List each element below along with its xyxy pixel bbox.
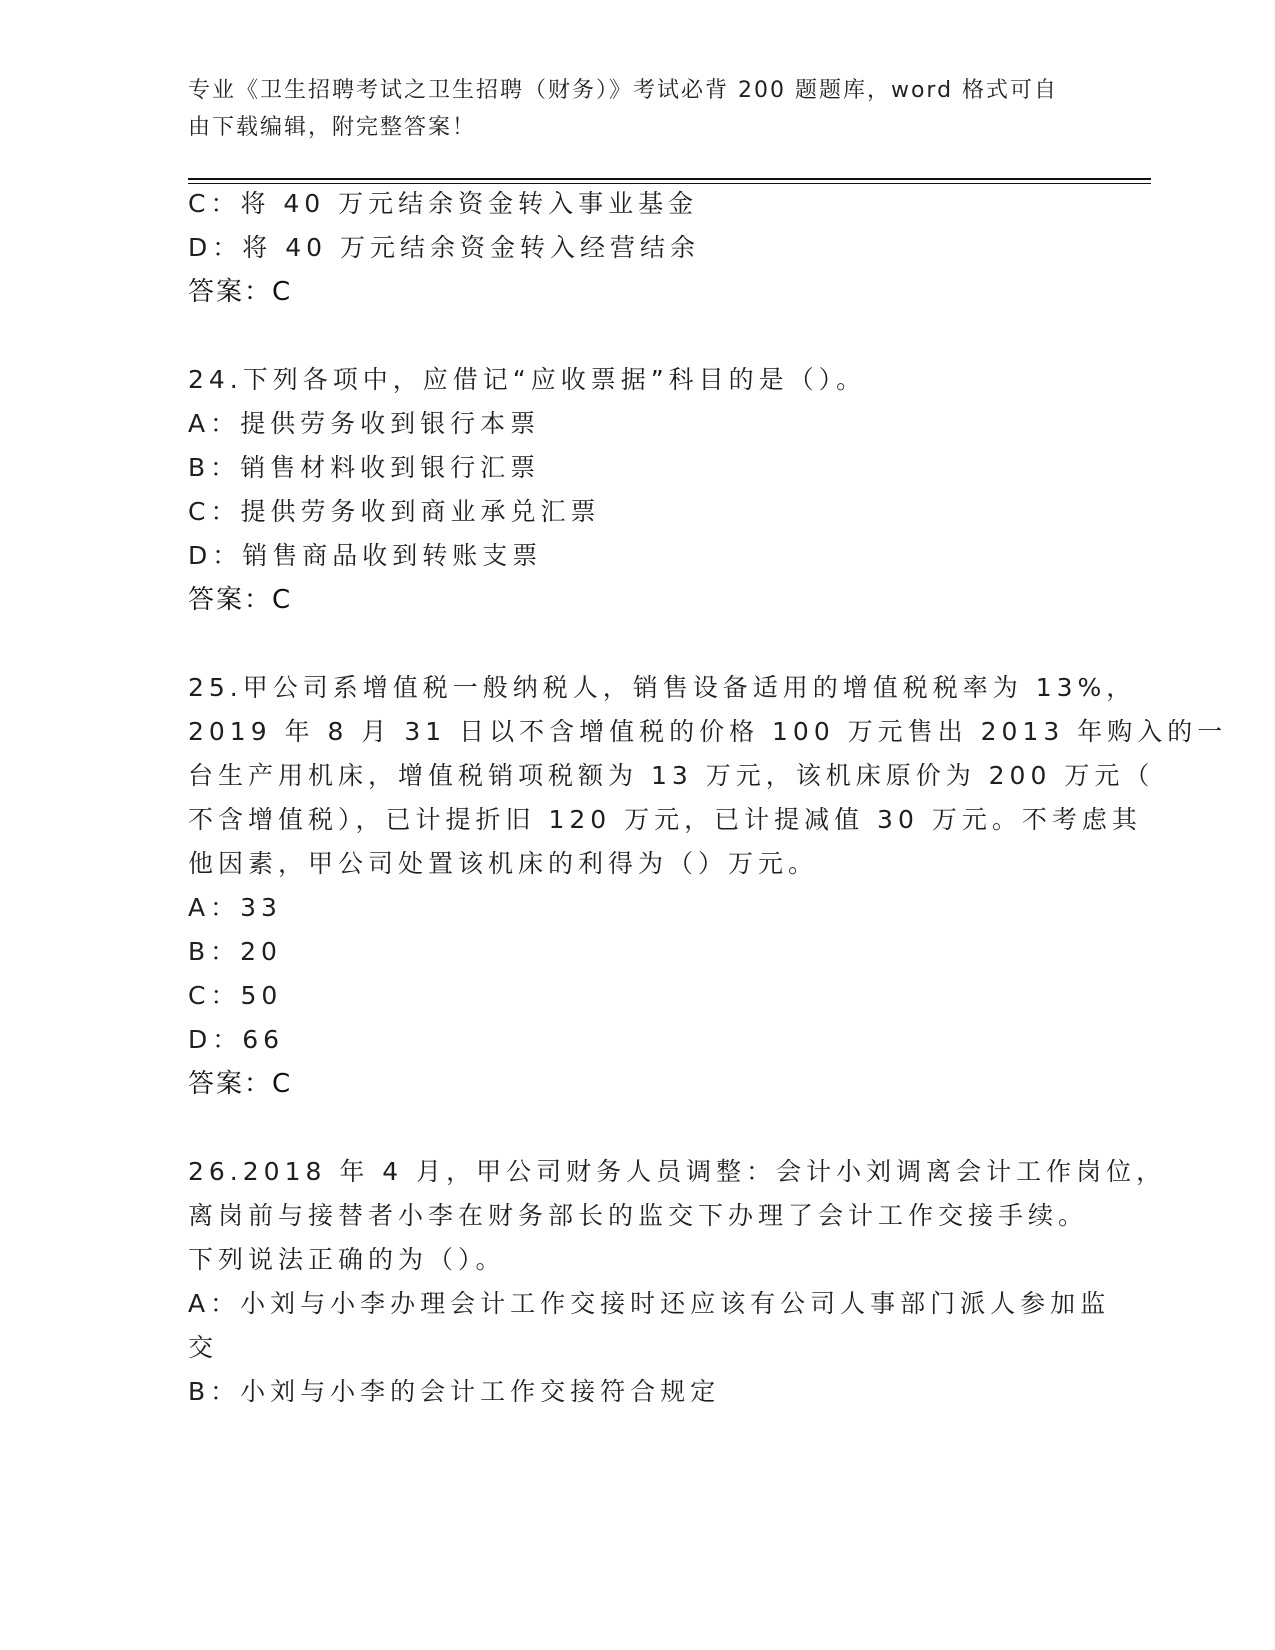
q23-answer: 答案：C <box>188 277 293 307</box>
header-divider-thick <box>188 178 1151 180</box>
q25-option-c: C：50 <box>188 981 283 1010</box>
q26-option-a-line-1: A：小刘与小李办理会计工作交接时还应该有公司人事部门派人参加监 <box>188 1289 1111 1318</box>
q25-option-a: A：33 <box>188 893 282 922</box>
q24-stem: 24.下列各项中，应借记“应收票据”科目的是（）。 <box>188 365 867 394</box>
q26-option-b: B：小刘与小李的会计工作交接符合规定 <box>188 1377 721 1406</box>
q24-option-d: D：销售商品收到转账支票 <box>188 541 543 570</box>
q24-option-a: A：提供劳务收到银行本票 <box>188 409 541 438</box>
q23-option-d: D：将 40 万元结余资金转入经营结余 <box>188 233 700 262</box>
q24-option-b: B：销售材料收到银行汇票 <box>188 453 541 482</box>
q25-stem-line-1: 25.甲公司系增值税一般纳税人，销售设备适用的增值税税率为 13%， <box>188 673 1137 702</box>
q25-stem-line-3: 台生产用机床，增值税销项税额为 13 万元，该机床原价为 200 万元（ <box>188 761 1155 790</box>
q26-stem-line-2: 离岗前与接替者小李在财务部长的监交下办理了会计工作交接手续。 <box>188 1201 1089 1230</box>
q23-option-c: C：将 40 万元结余资金转入事业基金 <box>188 189 699 218</box>
q25-option-d: D：66 <box>188 1025 285 1054</box>
q25-stem-line-5: 他因素，甲公司处置该机床的利得为（）万元。 <box>188 849 819 878</box>
page-header <box>188 72 1068 146</box>
header-line-2: 由下载编辑，附完整答案！ <box>188 115 477 140</box>
q24-option-c: C：提供劳务收到商业承兑汇票 <box>188 497 601 526</box>
q24-answer: 答案：C <box>188 585 293 615</box>
q26-stem-line-1: 26.2018 年 4 月，甲公司财务人员调整：会计小刘调离会计工作岗位， <box>188 1157 1167 1186</box>
q25-answer: 答案：C <box>188 1069 293 1099</box>
q26-option-a-line-2: 交 <box>188 1333 219 1362</box>
header-line-1: 专业《卫生招聘考试之卫生招聘（财务）》考试必背 200 题题库，word 格式可自 <box>188 78 1059 103</box>
q25-option-b: B：20 <box>188 937 282 966</box>
q25-stem-line-4: 不含增值税），已计提折旧 120 万元，已计提减值 30 万元。不考虑其 <box>188 805 1142 834</box>
q25-stem-line-2: 2019 年 8 月 31 日以不含增值税的价格 100 万元售出 2013 年购入的一 <box>188 717 1228 746</box>
q26-stem-line-3: 下列说法正确的为（）。 <box>188 1245 506 1274</box>
